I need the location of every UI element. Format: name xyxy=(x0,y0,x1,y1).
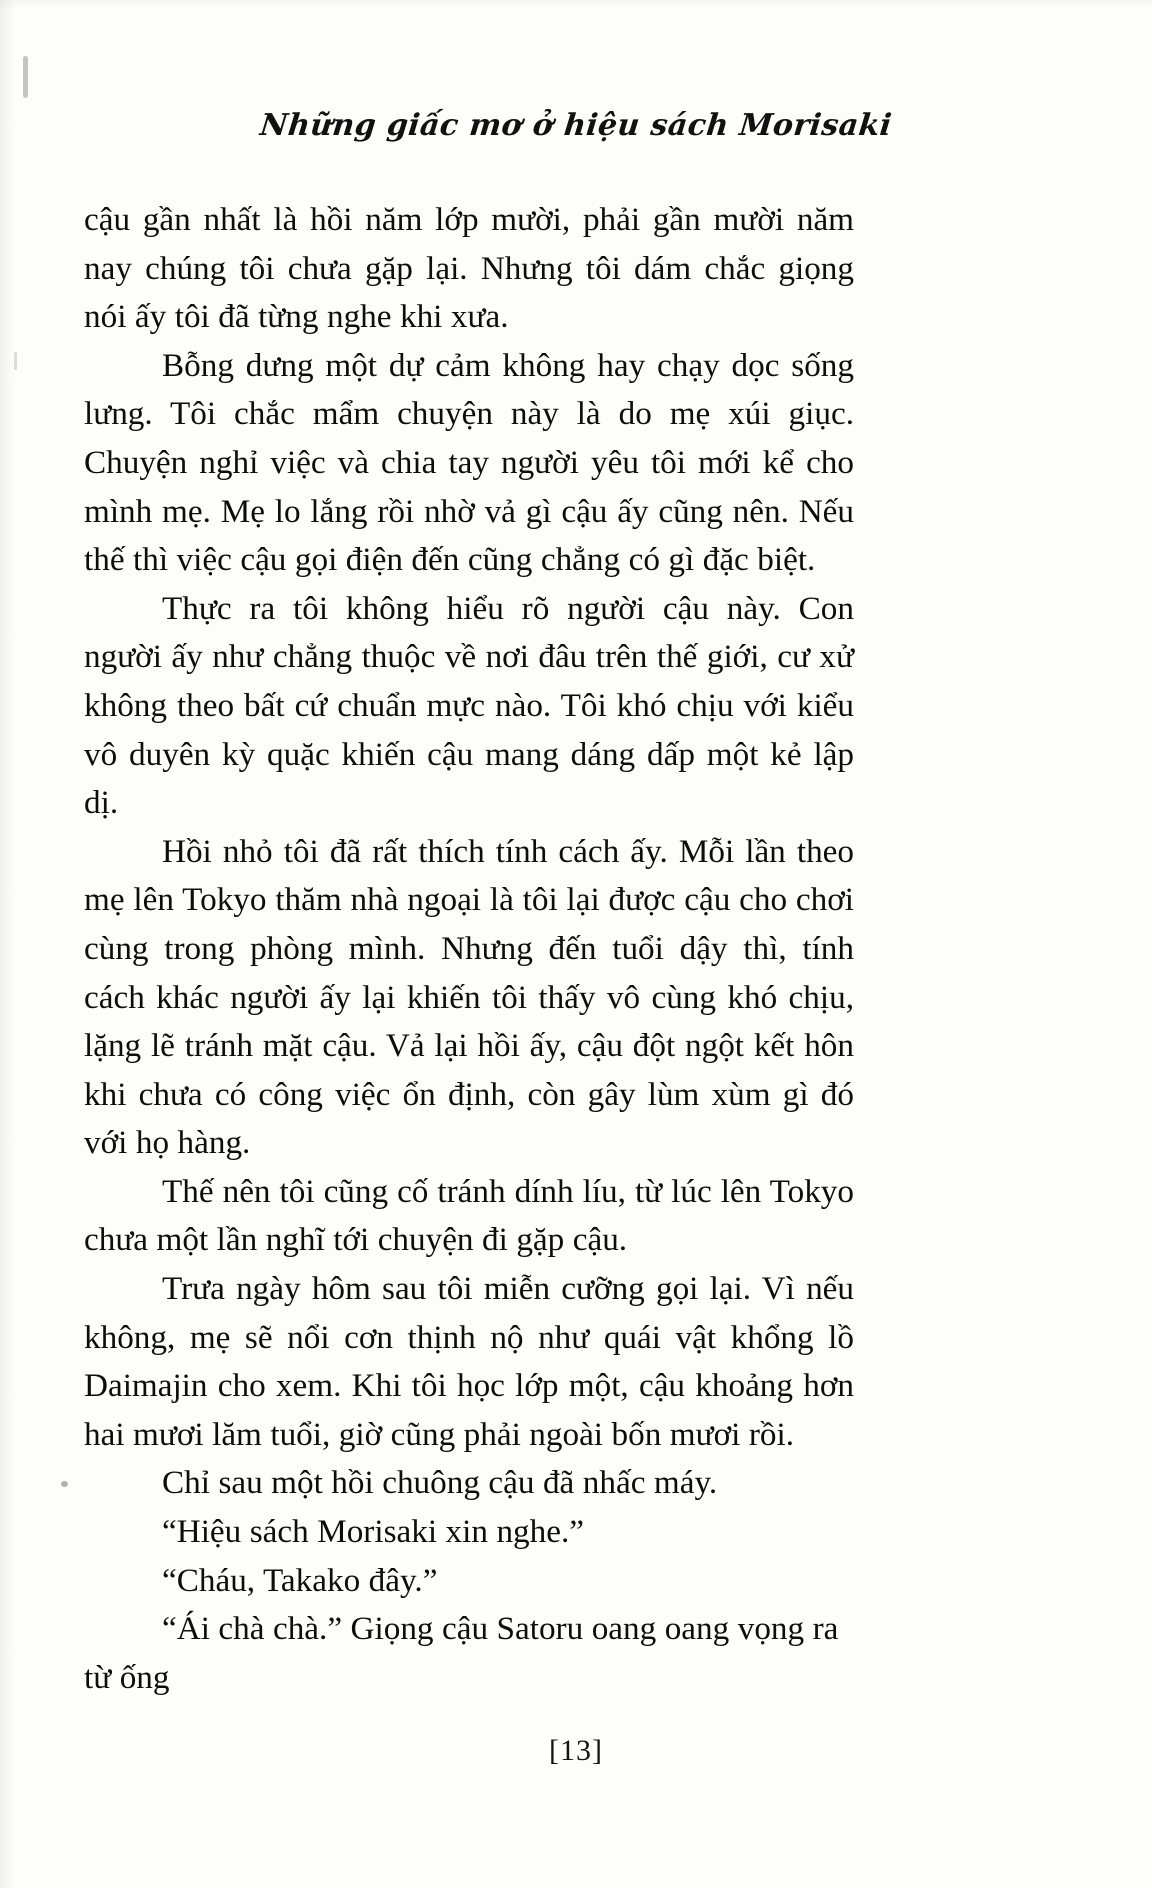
paragraph: Trưa ngày hôm sau tôi miễn cưỡng gọi lại. Vì nếu không, mẹ sẽ nổi cơn thịnh nộ như quái vật khổng lồ Daimajin cho xem. Khi tôi học lớp một, cậu khoảng hơn hai mươi lăm tuổi, giờ cũng phải ngoài bốn mươi rồi. xyxy=(84,1270,854,1453)
page-number: [13] xyxy=(549,1734,603,1767)
scan-artifact-speck xyxy=(23,56,28,98)
body-text-block xyxy=(84,196,854,1702)
paragraph: Thế nên tôi cũng cố tránh dính líu, từ lúc lên Tokyo chưa một lần nghĩ tới chuyện đi gặp cậu. xyxy=(84,1172,854,1259)
scan-edge-shadow-top xyxy=(0,0,1152,10)
paragraph: cậu gần nhất là hồi năm lớp mười, phải gần mười năm nay chúng tôi chưa gặp lại. Nhưng tôi dám chắc giọng nói ấy tôi đã từng nghe khi xưa. xyxy=(84,201,854,336)
paragraph: Bỗng dưng một dự cảm không hay chạy dọc sống lưng. Tôi chắc mẩm chuyện này là do mẹ xúi giục. Chuyện nghỉ việc và chia tay người yêu tôi mới kể cho mình mẹ. Mẹ lo lắng rồi nhờ vả gì cậu ấy cũng nên. Nếu thế thì việc cậu gọi điện đến cũng chẳng có gì đặc biệt. xyxy=(84,346,854,579)
paragraph: Thực ra tôi không hiểu rõ người cậu này. Con người ấy như chẳng thuộc về nơi đâu trên thế giới, cư xử không theo bất cứ chuẩn mực nào. Tôi khó chịu với kiểu vô duyên kỳ quặc khiến cậu mang dáng dấp một kẻ lập dị. xyxy=(84,589,854,822)
running-head: Những giấc mơ ở hiệu sách Morisaki xyxy=(258,108,894,143)
paragraph: Hồi nhỏ tôi đã rất thích tính cách ấy. Mỗi lần theo mẹ lên Tokyo thăm nhà ngoại là tôi lại được cậu cho chơi cùng trong phòng mình. Nhưng đến tuổi dậy thì, tính cách khác người ấy lại khiến tôi thấy vô cùng khó chịu, lặng lẽ tránh mặt cậu. Vả lại hồi ấy, cậu đột ngột kết hôn khi chưa có công việc ổn định, còn gây lùm xùm gì đó với họ hàng. xyxy=(84,832,854,1162)
paragraph-dialogue: “Hiệu sách Morisaki xin nghe.” xyxy=(162,1513,584,1551)
paragraph: Chỉ sau một hồi chuông cậu đã nhấc máy. xyxy=(162,1464,718,1502)
scan-artifact-speck xyxy=(14,352,17,370)
scan-artifact-speck xyxy=(61,1481,68,1487)
paragraph-dialogue: “Ái chà chà.” Giọng cậu Satoru oang oang vọng ra từ ống xyxy=(84,1610,839,1696)
scan-edge-shadow-left xyxy=(0,0,14,1888)
paragraph-dialogue: “Cháu, Takako đây.” xyxy=(162,1561,438,1599)
